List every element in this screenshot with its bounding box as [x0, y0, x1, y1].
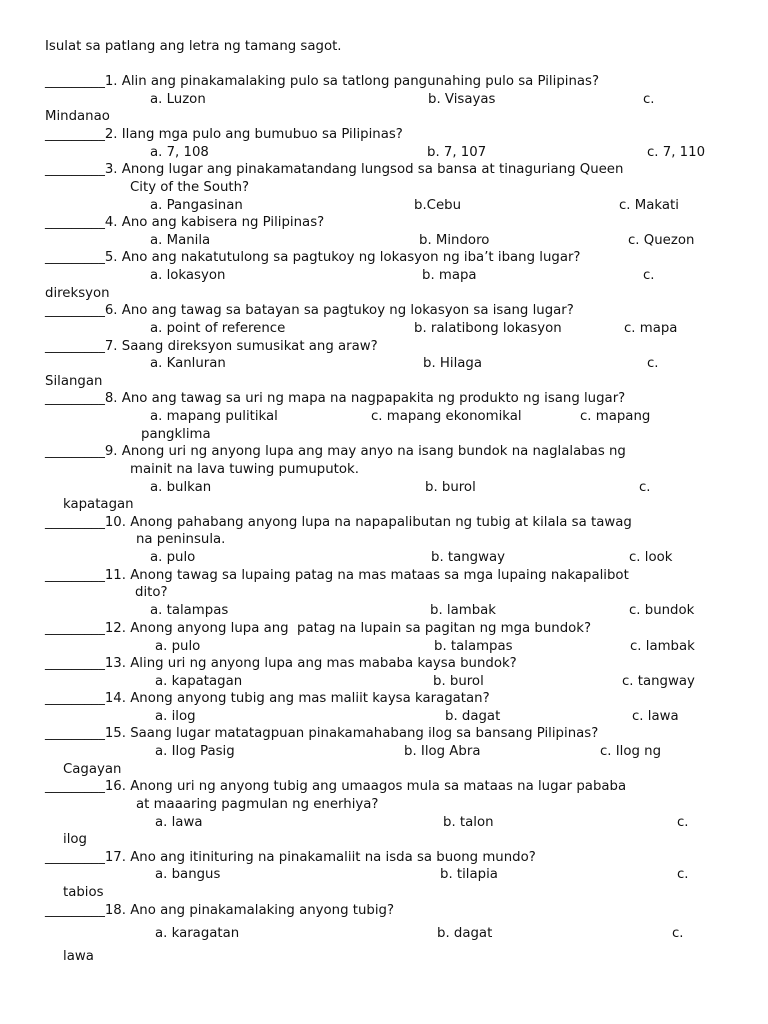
- q16-option-c-text: ilog: [63, 832, 87, 847]
- q17-option-c: c.: [677, 867, 689, 882]
- q5-option-b: b. mapa: [422, 268, 477, 283]
- question-18: _________18. Ano ang pinakamalaking anyong tubig?: [45, 903, 395, 918]
- question-9: _________9. Anong uri ng anyong lupa ang may anyo na isang bundok na naglalabas ng: [45, 444, 626, 459]
- q12-option-c: c. lambak: [630, 639, 695, 654]
- q15-option-c-text: Cagayan: [63, 762, 122, 777]
- q9-option-c: c.: [639, 480, 651, 495]
- question-6: _________6. Ano ang tawag sa batayan sa pagtukoy ng lokasyon sa isang lugar?: [45, 303, 574, 318]
- q4-option-b: b. Mindoro: [419, 233, 490, 248]
- q13-option-a: a. kapatagan: [155, 674, 243, 689]
- question-10: _________10. Anong pahabang anyong lupa na napapalibutan ng tubig at kilala sa tawag: [45, 515, 632, 530]
- question-3-cont: City of the South?: [130, 180, 250, 195]
- q1-option-a: a. Luzon: [150, 92, 206, 107]
- q10-option-c: c. look: [629, 550, 673, 565]
- question-10-cont: na peninsula.: [136, 532, 226, 547]
- q1-option-b: b. Visayas: [428, 92, 496, 107]
- q15-option-b: b. Ilog Abra: [404, 744, 481, 759]
- q6-option-a: a. point of reference: [150, 321, 286, 336]
- q9-option-c-text: kapatagan: [63, 497, 134, 512]
- q18-option-b: b. dagat: [437, 926, 493, 941]
- q10-option-a: a. pulo: [150, 550, 196, 565]
- q18-option-c-text: lawa: [63, 949, 94, 964]
- instruction: Isulat sa patlang ang letra ng tamang sagot.: [45, 39, 342, 54]
- q16-option-b: b. talon: [443, 815, 494, 830]
- question-11-cont: dito?: [135, 585, 168, 600]
- q14-option-c: c. lawa: [632, 709, 679, 724]
- q9-option-b: b. burol: [425, 480, 476, 495]
- q7-option-b: b. Hilaga: [423, 356, 483, 371]
- question-2: _________2. Ilang mga pulo ang bumubuo sa Pilipinas?: [45, 127, 403, 142]
- q10-option-b: b. tangway: [431, 550, 506, 565]
- q16-option-a: a. lawa: [155, 815, 203, 830]
- question-8: _________8. Ano ang tawag sa uri ng mapa na nagpapakita ng produkto ng isang lugar?: [45, 391, 626, 406]
- q6-option-b: b. ralatibong lokasyon: [414, 321, 562, 336]
- question-17: _________17. Ano ang itinituring na pinakamaliit na isda sa buong mundo?: [45, 850, 536, 865]
- question-16-cont: at maaaring pagmulan ng enerhiya?: [136, 797, 379, 812]
- q14-option-b: b. dagat: [445, 709, 501, 724]
- q12-option-b: b. talampas: [434, 639, 513, 654]
- question-16: _________16. Anong uri ng anyong tubig ang umaagos mula sa mataas na lugar pababa: [45, 779, 627, 794]
- q4-option-c: c. Quezon: [628, 233, 695, 248]
- q2-option-a: a. 7, 108: [150, 145, 209, 160]
- q1-option-c-text: Mindanao: [45, 109, 110, 124]
- q18-option-a: a. karagatan: [155, 926, 240, 941]
- q14-option-a: a. ilog: [155, 709, 196, 724]
- q16-option-c: c.: [677, 815, 689, 830]
- question-3: _________3. Anong lugar ang pinakamatandang lungsod sa bansa at tinaguriang Queen: [45, 162, 624, 177]
- q8-option-a: a. mapang pulitikal: [150, 409, 278, 424]
- question-5: _________5. Ano ang nakatutulong sa pagtukoy ng lokasyon ng iba’t ibang lugar?: [45, 250, 581, 265]
- q7-option-a: a. Kanluran: [150, 356, 226, 371]
- q8-option-c-text: pangklima: [141, 427, 211, 442]
- q7-option-c: c.: [647, 356, 659, 371]
- question-15: _________15. Saang lugar matatagpuan pinakamahabang ilog sa bansang Pilipinas?: [45, 726, 599, 741]
- q11-option-b: b. lambak: [430, 603, 496, 618]
- q11-option-c: c. bundok: [629, 603, 695, 618]
- q11-option-a: a. talampas: [150, 603, 229, 618]
- q2-option-c: c. 7, 110: [647, 145, 706, 160]
- q5-option-c-text: direksyon: [45, 286, 110, 301]
- question-7: _________7. Saang direksyon sumusikat ang araw?: [45, 339, 378, 354]
- q3-option-c: c. Makati: [619, 198, 679, 213]
- q12-option-a: a. pulo: [155, 639, 201, 654]
- q15-option-a: a. Ilog Pasig: [155, 744, 235, 759]
- q5-option-a: a. lokasyon: [150, 268, 226, 283]
- question-13: _________13. Aling uri ng anyong lupa ang mas mababa kaysa bundok?: [45, 656, 517, 671]
- question-14: _________14. Anong anyong tubig ang mas maliit kaysa karagatan?: [45, 691, 490, 706]
- q3-option-a: a. Pangasinan: [150, 198, 243, 213]
- q6-option-c: c. mapa: [624, 321, 678, 336]
- q8-option-b: c. mapang ekonomikal: [371, 409, 522, 424]
- question-4: _________4. Ano ang kabisera ng Pilipinas?: [45, 215, 325, 230]
- question-12: _________12. Anong anyong lupa ang patag na lupain sa pagitan ng mga bundok?: [45, 621, 592, 636]
- q17-option-c-text: tabios: [63, 885, 104, 900]
- q15-option-c: c. Ilog ng: [600, 744, 662, 759]
- q13-option-b: b. burol: [433, 674, 484, 689]
- q13-option-c: c. tangway: [622, 674, 695, 689]
- question-11: _________11. Anong tawag sa lupaing patag na mas mataas sa mga lupaing nakapalibot: [45, 568, 629, 583]
- q9-option-a: a. bulkan: [150, 480, 212, 495]
- q1-option-c: c.: [643, 92, 655, 107]
- q8-option-c: c. mapang: [580, 409, 651, 424]
- q3-option-b: b.Cebu: [414, 198, 462, 213]
- q18-option-c: c.: [672, 926, 684, 941]
- q17-option-b: b. tilapia: [440, 867, 498, 882]
- q17-option-a: a. bangus: [155, 867, 221, 882]
- q2-option-b: b. 7, 107: [427, 145, 487, 160]
- question-1: _________1. Alin ang pinakamalaking pulo sa tatlong pangunahing pulo sa Pilipinas?: [45, 74, 600, 89]
- question-9-cont: mainit na lava tuwing pumuputok.: [130, 462, 359, 477]
- q7-option-c-text: Silangan: [45, 374, 103, 389]
- q5-option-c: c.: [643, 268, 655, 283]
- q4-option-a: a. Manila: [150, 233, 211, 248]
